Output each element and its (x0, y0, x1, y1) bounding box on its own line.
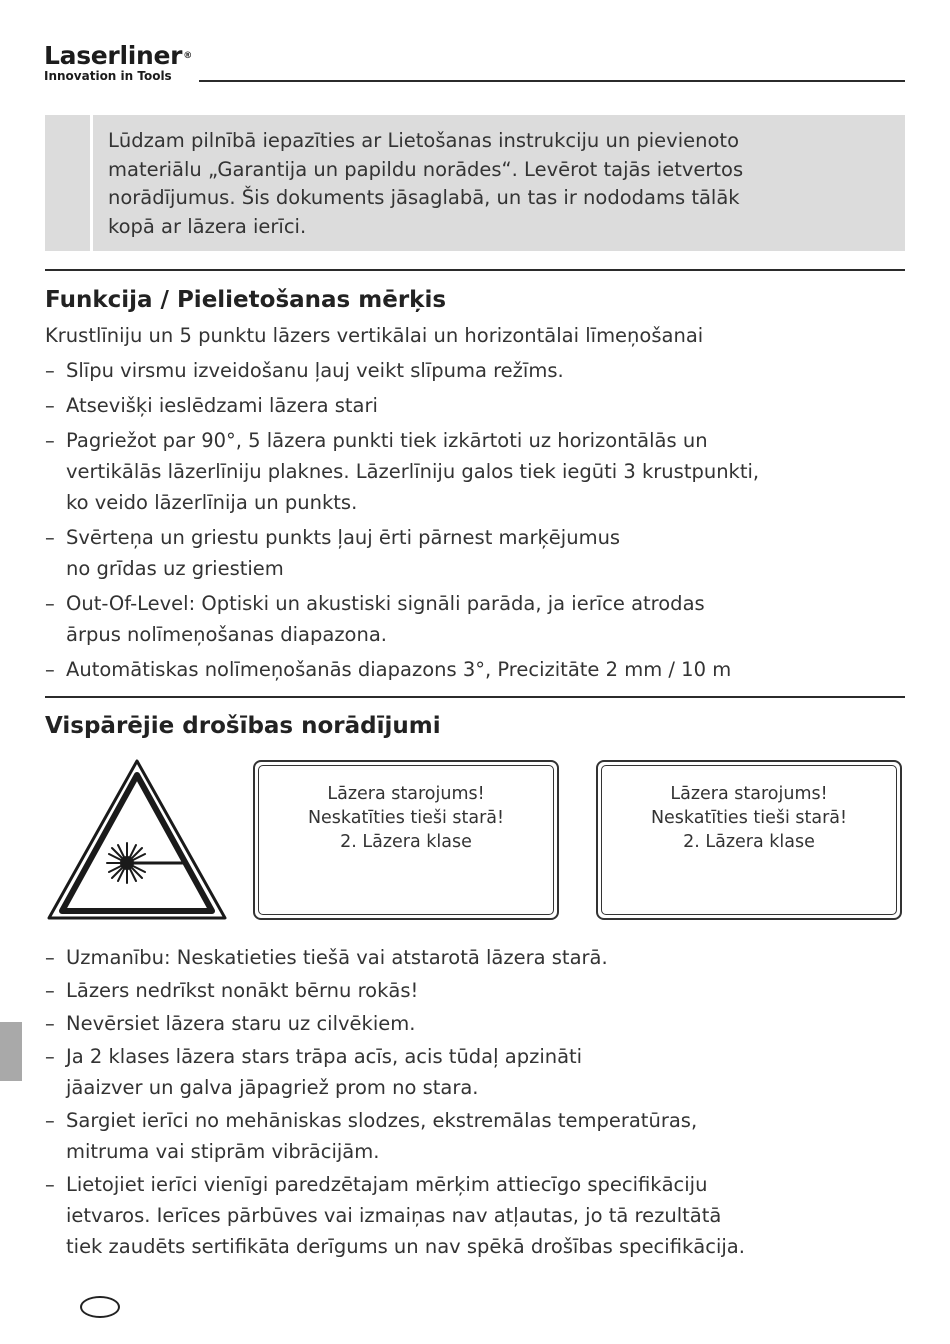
section-title-function: Funkcija / Pielietošanas mērķis (45, 287, 447, 313)
dash-marker: – (45, 429, 55, 452)
list-item: – Nevērsiet lāzera staru uz cilvēkiem. (45, 1008, 745, 1039)
notice-line: Lūdzam pilnībā iepazīties ar Lietošanas instrukciju un pievienoto (108, 129, 739, 152)
dash-marker: – (45, 592, 55, 615)
dash-marker: – (45, 1109, 55, 1132)
notice-text (108, 127, 848, 241)
notice-side-bar (45, 115, 90, 251)
chapter-side-tab (0, 1022, 22, 1081)
list-item: – Pagriežot par 90°, 5 lāzera punkti tiek izkārtoti uz horizontālās un vertikālās lāzerlīniju plaknes. Lāzerlīniju galos tiek iegūti 3 krustpunkti, ko veido lāzerlīnija un punkts. (45, 425, 759, 518)
dash-marker: – (45, 658, 55, 681)
dash-marker: – (45, 946, 55, 969)
safety-list (45, 942, 745, 1262)
list-item: – Out-Of-Level: Optiski un akustiski signāli parāda, ja ierīce atrodas ārpus nolīmeņošanas diapazona. (45, 588, 759, 650)
sign-text: Lāzera starojums! Neskatīties tieši starā! 2. Lāzera klase (650, 784, 848, 852)
list-item: – Lietojiet ierīci vienīgi paredzētajam mērķim attiecīgo specifikāciju ietvaros. Ierīces pārbūves vai izmaiņas nav atļautas, jo tā rezultātā tiek zaudēts sertifikāta derīgums un nav spēkā drošības specifikācija. (45, 1169, 745, 1262)
brand-tagline: Innovation in Tools (44, 69, 172, 83)
dash-marker: – (45, 1012, 55, 1035)
dash-marker: – (45, 359, 55, 382)
language-badge (80, 1296, 120, 1318)
list-item: – Slīpu virsmu izveidošanu ļauj veikt slīpuma režīms. (45, 355, 759, 386)
notice-line: kopā ar lāzera ierīci. (108, 214, 307, 238)
notice-box (45, 115, 905, 251)
section-title-safety: Vispārējie drošības norādījumi (45, 713, 441, 739)
registered-mark: ® (183, 51, 192, 61)
section-divider (45, 696, 905, 698)
dash-marker: – (45, 394, 55, 417)
list-item: – Uzmanību: Neskatieties tiešā vai atstarotā lāzera starā. (45, 942, 745, 973)
function-intro: Krustlīniju un 5 punktu lāzers vertikālai un horizontālai līmeņošanai (45, 324, 704, 347)
brand-name: Laserliner® (44, 41, 192, 70)
sign-text: Lāzera starojums! Neskatīties tieši starā! 2. Lāzera klase (307, 784, 505, 852)
laser-warning-triangle-icon (46, 758, 228, 922)
laser-class-sign (596, 760, 902, 920)
laser-class-sign (253, 760, 559, 920)
dash-marker: – (45, 1045, 55, 1068)
list-item: – Atsevišķi ieslēdzami lāzera stari (45, 390, 759, 421)
notice-line: norādījumus. Šis dokuments jāsaglabā, un tas ir nododams tālāk (108, 186, 740, 209)
dash-marker: – (45, 1173, 55, 1196)
list-item: – Ja 2 klases lāzera stars trāpa acīs, acis tūdaļ apzināti jāaizver un galva jāpagriež prom no stara. (45, 1041, 745, 1103)
header-rule (199, 80, 905, 82)
list-item: – Lāzers nedrīkst nonākt bērnu rokās! (45, 975, 745, 1006)
function-list (45, 355, 759, 685)
section-divider (45, 269, 905, 271)
brand-logo (44, 43, 192, 83)
list-item: – Sargiet ierīci no mehāniskas slodzes, ekstremālas temperatūras, mitruma vai stiprām vibrācijām. (45, 1105, 745, 1167)
dash-marker: – (45, 979, 55, 1002)
notice-line: materiālu „Garantija un papildu norādes“. Levērot tajās ietvertos (108, 157, 744, 181)
list-item: – Automātiskas nolīmeņošanās diapazons 3°, Precizitāte 2 mm / 10 m (45, 654, 759, 685)
list-item: – Svērteņa un griestu punkts ļauj ērti pārnest marķējumus no grīdas uz griestiem (45, 522, 759, 584)
dash-marker: – (45, 526, 55, 549)
